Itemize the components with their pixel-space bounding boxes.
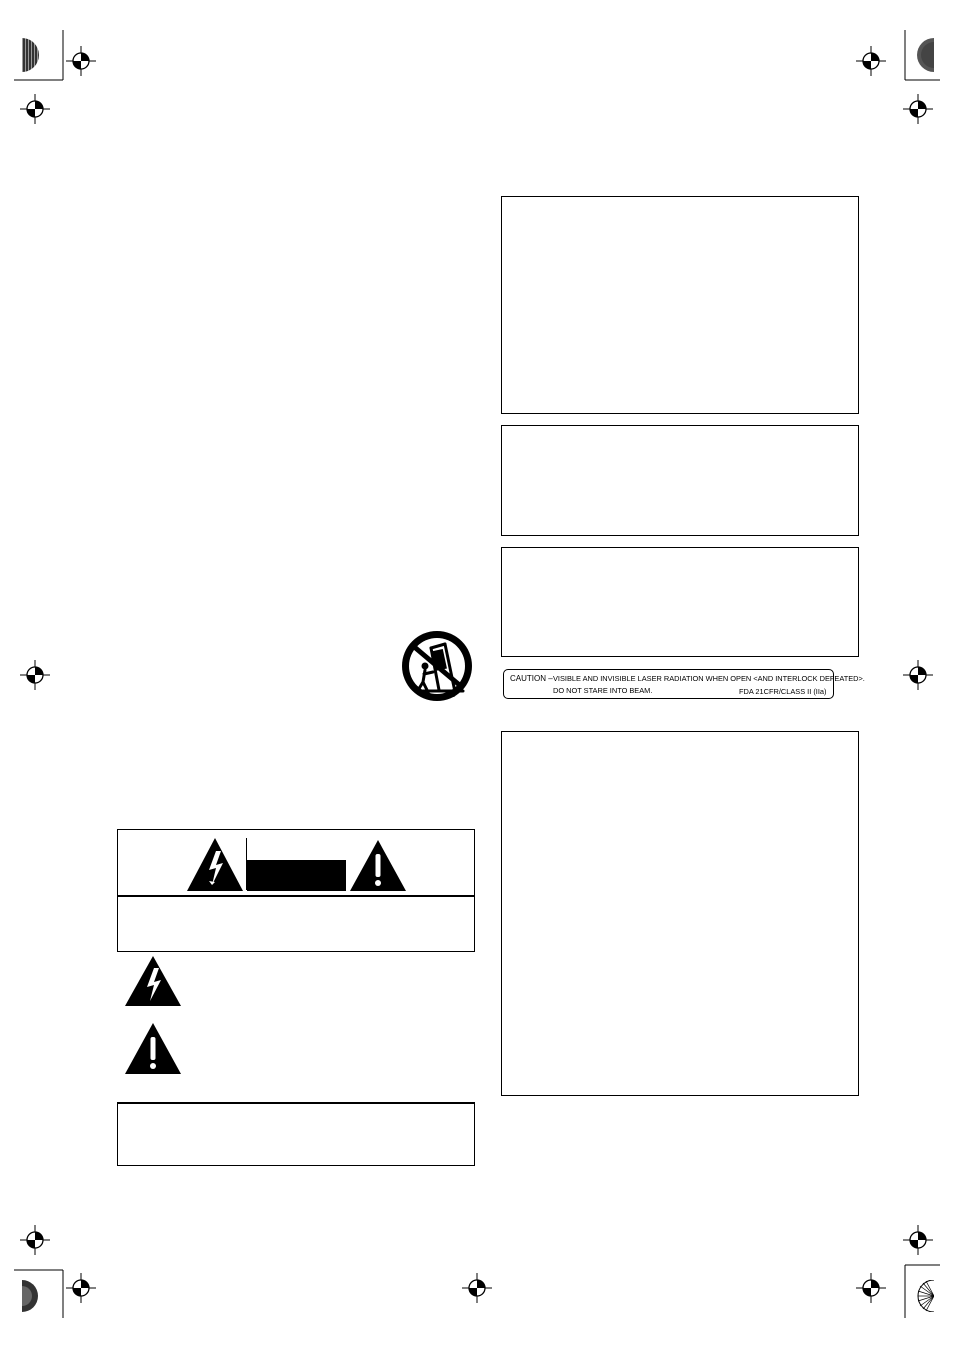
exclamation-triangle-icon	[124, 1022, 182, 1075]
registration-mark-icon	[462, 1273, 492, 1303]
laser-classification: FDA 21CFR/CLASS II (IIa)	[739, 687, 827, 696]
laser-caution-label	[503, 669, 865, 699]
notice-box-4	[501, 731, 859, 1096]
cart-warning-icon	[401, 630, 475, 702]
caution-black-bar	[247, 860, 346, 891]
registration-mark-icon	[903, 660, 933, 690]
caution-box-divider	[118, 895, 474, 897]
laser-warning-line-1: VISIBLE AND INVISIBLE LASER RADIATION WHEN OPEN <AND INTERLOCK DEFEATED>.	[553, 674, 865, 683]
lightning-triangle-icon	[186, 837, 244, 892]
registration-mark-icon	[903, 1225, 933, 1255]
exclamation-triangle-icon	[349, 839, 407, 892]
registration-mark-icon	[856, 1273, 886, 1303]
registration-mark-icon	[20, 1225, 50, 1255]
registration-mark-icon	[66, 1273, 96, 1303]
registration-mark-icon	[856, 46, 886, 76]
registration-mark-icon	[903, 94, 933, 124]
notice-box-5	[117, 1102, 475, 1166]
color-wheel-icon	[22, 1280, 44, 1312]
color-wheel-icon	[912, 1280, 934, 1312]
registration-mark-icon	[66, 46, 96, 76]
laser-warning-line-2: DO NOT STARE INTO BEAM.	[553, 686, 653, 695]
color-wheel-icon	[912, 38, 934, 72]
caution-word: CAUTION –	[510, 674, 553, 683]
registration-mark-icon	[20, 660, 50, 690]
color-wheel-icon	[22, 38, 44, 72]
lightning-triangle-icon	[124, 955, 182, 1007]
notice-box-1	[501, 196, 859, 414]
registration-mark-icon	[20, 94, 50, 124]
notice-box-3	[501, 547, 859, 657]
notice-box-5-top-rule	[118, 1103, 474, 1104]
notice-box-2	[501, 425, 859, 536]
